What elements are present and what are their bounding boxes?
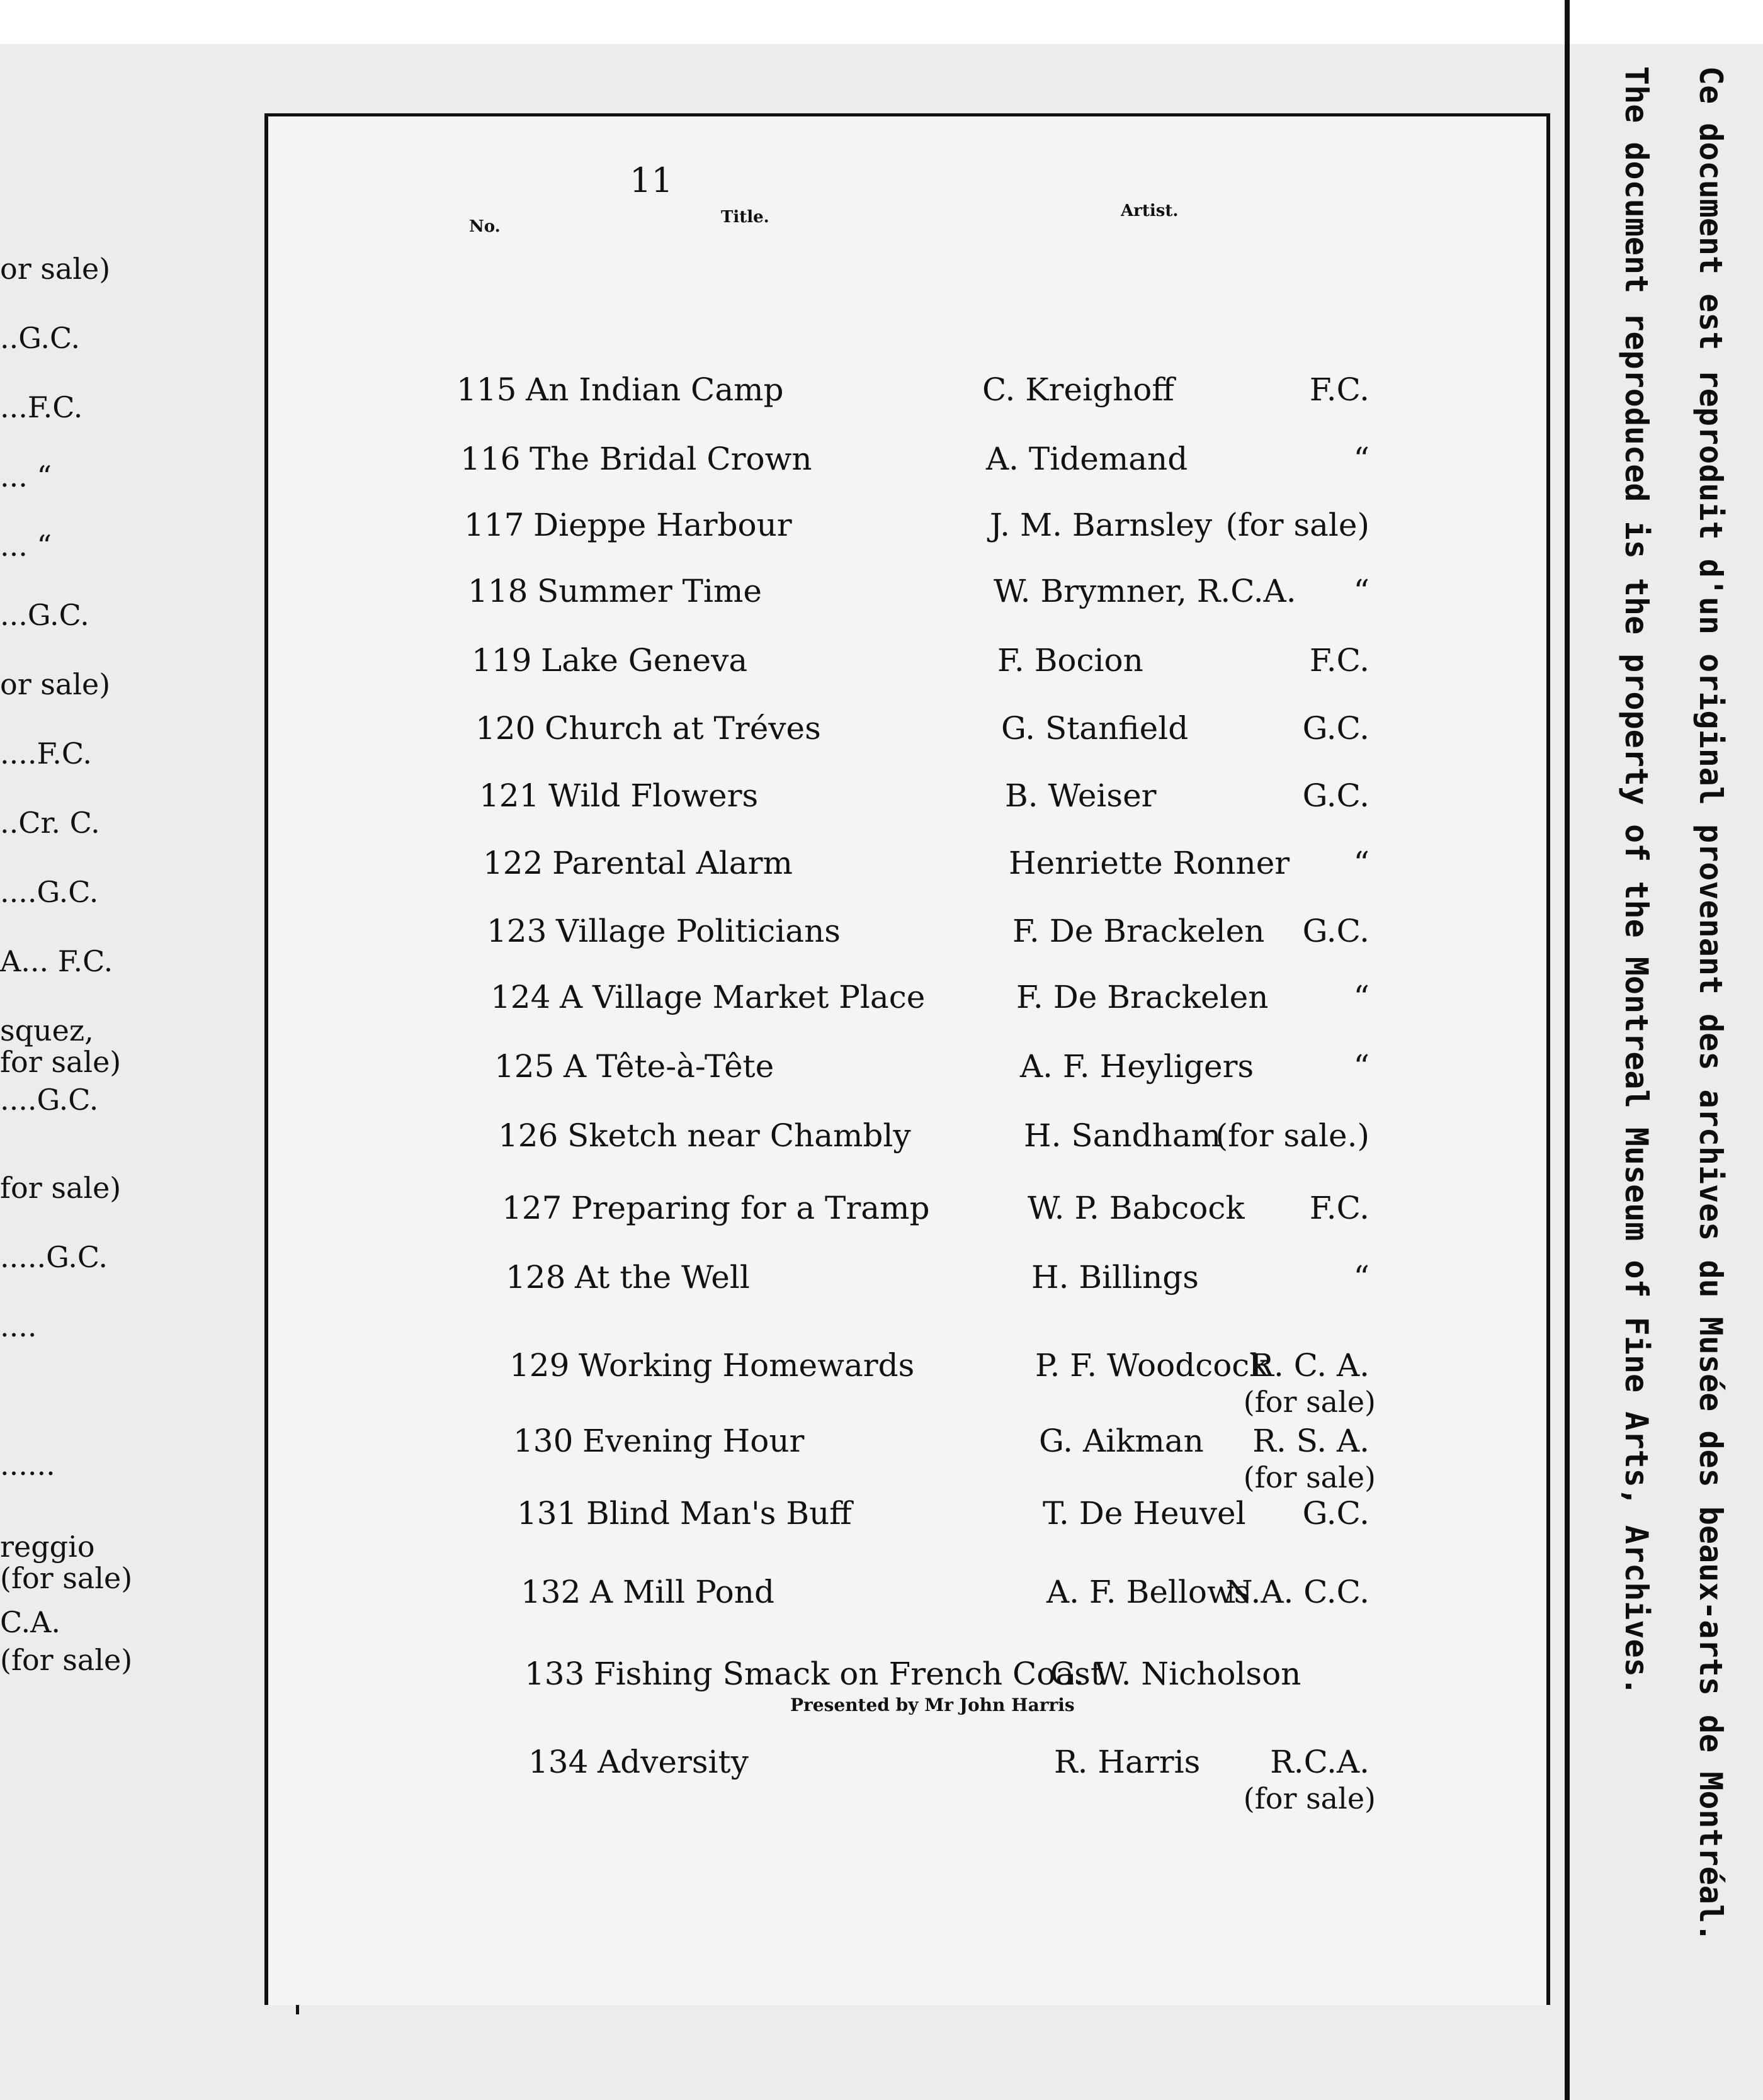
entry-artist: R. Harris: [1054, 1744, 1201, 1780]
left-fragment-text: for sale): [0, 1171, 122, 1205]
entry-title: Fishing Smack on French Coast: [594, 1656, 1103, 1692]
catalogue-entry: [521, 1574, 774, 1610]
entry-title: An Indian Camp: [526, 371, 784, 408]
left-fragment-text: ... “: [0, 460, 52, 494]
left-fragment-text: reggio: [0, 1530, 95, 1564]
entry-artist: C. Kreighoff: [982, 371, 1174, 408]
entry-collection-note: R. S. A.: [1252, 1423, 1369, 1459]
entry-collection-note: G.C.: [1302, 710, 1369, 747]
entry-number: 127: [502, 1190, 562, 1226]
entry-collection-note: G.C.: [1302, 913, 1369, 949]
header-artist: Artist.: [1121, 201, 1179, 220]
previous-page-fragment: [0, 126, 299, 2014]
entry-presented-by: Presented by Mr John Harris: [790, 1695, 1075, 1715]
entry-number: 134: [528, 1744, 589, 1780]
catalogue-entry: [509, 1347, 914, 1384]
left-fragment-text: for sale): [0, 1045, 122, 1079]
entry-artist: A. F. Bellows: [1046, 1574, 1250, 1610]
entry-sale-note: (for sale): [1243, 1781, 1376, 1815]
entry-collection-note: “: [1353, 845, 1369, 881]
left-fragment-text: C.A.: [0, 1605, 61, 1639]
entry-number: 128: [506, 1259, 566, 1296]
entry-title: Working Homewards: [579, 1347, 915, 1384]
left-fragment-text: ..G.C.: [0, 321, 81, 355]
entry-collection-note: “: [1353, 1259, 1369, 1296]
entry-number: 121: [479, 777, 540, 814]
entry-collection-note: F.C.: [1309, 642, 1369, 679]
entry-artist: G. Aikman: [1039, 1423, 1204, 1459]
left-fragment-text: (for sale): [0, 1643, 133, 1677]
entry-number: 124: [490, 979, 551, 1015]
entry-number: 117: [464, 507, 524, 543]
entry-number: 118: [468, 573, 528, 609]
left-fragment-text: ....G.C.: [0, 1083, 99, 1117]
entry-number: 122: [483, 845, 543, 881]
catalogue-entry: [506, 1259, 750, 1296]
entry-number: 132: [521, 1574, 581, 1610]
left-fragment-text: ....: [0, 1309, 37, 1343]
entry-artist: W. Brymner, R.C.A.: [994, 573, 1296, 609]
left-fragment-text: ... “: [0, 529, 52, 563]
catalogue-entry: [479, 777, 758, 814]
notice-english: The document reproduced is the property of the Montreal Museum of Fine Arts, Archives.: [1618, 66, 1655, 1696]
entry-artist: J. M. Barnsley: [990, 507, 1213, 543]
entry-sale-note: (for sale): [1243, 1460, 1376, 1494]
catalogue-entry: [472, 642, 747, 679]
entry-collection-note: F.C.: [1309, 371, 1369, 408]
copyright-notice: [1599, 66, 1748, 1942]
entry-title: Sketch near Chambly: [567, 1117, 911, 1154]
page-number: 11: [630, 161, 673, 200]
catalogue-entry: [468, 573, 762, 609]
catalogue-entry: [494, 1048, 774, 1085]
header-no: No.: [469, 217, 501, 236]
entry-title: Adversity: [598, 1744, 749, 1780]
entry-collection-note: G.C.: [1302, 1495, 1369, 1532]
entry-number: 130: [513, 1423, 574, 1459]
entry-number: 129: [509, 1347, 570, 1384]
entry-title: A Village Market Place: [560, 979, 926, 1015]
left-fragment-text: A... F.C.: [0, 944, 113, 978]
entry-number: 126: [498, 1117, 558, 1154]
entry-title: Preparing for a Tramp: [571, 1190, 930, 1226]
entry-title: Lake Geneva: [541, 642, 748, 679]
catalogue-entry: [524, 1656, 1103, 1692]
entry-title: Village Politicians: [556, 913, 841, 949]
entry-title: The Bridal Crown: [530, 441, 812, 477]
entry-title: Blind Man's Buff: [586, 1495, 852, 1532]
left-fragment-text: or sale): [0, 667, 111, 701]
entry-collection-note: (for sale): [1225, 507, 1369, 543]
entry-artist: G. W. Nicholson: [1050, 1656, 1301, 1692]
entry-collection-note: “: [1353, 573, 1369, 609]
entry-artist: W. P. Babcock: [1028, 1190, 1245, 1226]
page-gutter-rule: [1565, 0, 1570, 2100]
catalogue-entry: [502, 1190, 930, 1226]
catalogue-entry: [456, 371, 784, 408]
catalogue-entry: [487, 913, 841, 949]
entry-artist: A. Tidemand: [986, 441, 1188, 477]
entry-collection-note: R.C.A.: [1270, 1744, 1369, 1780]
catalogue-entry: [464, 507, 792, 543]
entry-artist: H. Billings: [1031, 1259, 1199, 1296]
entry-collection-note: “: [1353, 1048, 1369, 1085]
entry-artist: T. De Heuvel: [1043, 1495, 1246, 1532]
catalogue-entry: [528, 1744, 749, 1780]
left-fragment-text: squez,: [0, 1013, 94, 1047]
entry-title: Wild Flowers: [548, 777, 759, 814]
entry-number: 131: [517, 1495, 577, 1532]
entry-artist: Henriette Ronner: [1009, 845, 1290, 881]
left-fragment-text: ..Cr. C.: [0, 806, 100, 840]
entry-number: 116: [460, 441, 521, 477]
catalogue-entry: [513, 1423, 804, 1459]
entry-title: At the Well: [575, 1259, 750, 1296]
entry-title: Evening Hour: [582, 1423, 805, 1459]
left-fragment-text: ......: [0, 1448, 55, 1482]
entry-title: Church at Tréves: [545, 710, 821, 747]
entry-collection-note: “: [1353, 979, 1369, 1015]
left-fragment-text: ...F.C.: [0, 390, 83, 424]
catalogue-entry: [498, 1117, 911, 1154]
entry-artist: F. De Brackelen: [1012, 913, 1265, 949]
notice-french: Ce document est reproduit d'un original provenant des archives du Musée des beaux-arts de Montréal.: [1692, 66, 1729, 1943]
left-fragment-text: .....G.C.: [0, 1240, 108, 1274]
header-title: Title.: [721, 208, 769, 227]
catalogue-entry: [490, 979, 925, 1015]
catalogue-entry: [483, 845, 793, 881]
entry-artist: G. Stanfield: [1001, 710, 1189, 747]
entry-collection-note: (for sale.): [1215, 1117, 1369, 1154]
left-fragment-text: ...G.C.: [0, 598, 89, 632]
catalogue-entry: [475, 710, 821, 747]
entry-number: 120: [475, 710, 536, 747]
entry-number: 125: [494, 1048, 555, 1085]
entry-number: 133: [524, 1656, 585, 1692]
entry-artist: P. F. Woodcock: [1035, 1347, 1269, 1384]
entry-number: 115: [456, 371, 517, 408]
entry-title: A Tête-à-Tête: [564, 1048, 774, 1085]
entry-collection-note: N.A. C.C.: [1225, 1574, 1369, 1610]
entry-collection-note: G.C.: [1302, 777, 1369, 814]
left-fragment-text: (for sale): [0, 1561, 133, 1595]
entry-artist: F. De Brackelen: [1016, 979, 1269, 1015]
entry-number: 119: [472, 642, 532, 679]
entry-artist: A. F. Heyligers: [1020, 1048, 1254, 1085]
entry-title: Parental Alarm: [552, 845, 793, 881]
catalogue-entry: [517, 1495, 852, 1532]
left-fragment-text: or sale): [0, 252, 111, 286]
left-fragment-text: ....F.C.: [0, 737, 93, 771]
entry-collection-note: “: [1353, 441, 1369, 477]
left-fragment-text: ....G.C.: [0, 875, 99, 909]
entry-title: Dieppe Harbour: [533, 507, 792, 543]
entry-artist: B. Weiser: [1005, 777, 1157, 814]
entry-collection-note: R. C. A.: [1250, 1347, 1369, 1384]
scan-top-edge: [0, 0, 1763, 44]
entry-number: 123: [487, 913, 547, 949]
catalogue-entry: [460, 441, 812, 477]
entry-title: Summer Time: [537, 573, 762, 609]
entry-artist: F. Bocion: [997, 642, 1143, 679]
entry-artist: H. Sandham: [1024, 1117, 1222, 1154]
entry-sale-note: (for sale): [1243, 1385, 1376, 1419]
entry-title: A Mill Pond: [590, 1574, 774, 1610]
entry-collection-note: F.C.: [1309, 1190, 1369, 1226]
